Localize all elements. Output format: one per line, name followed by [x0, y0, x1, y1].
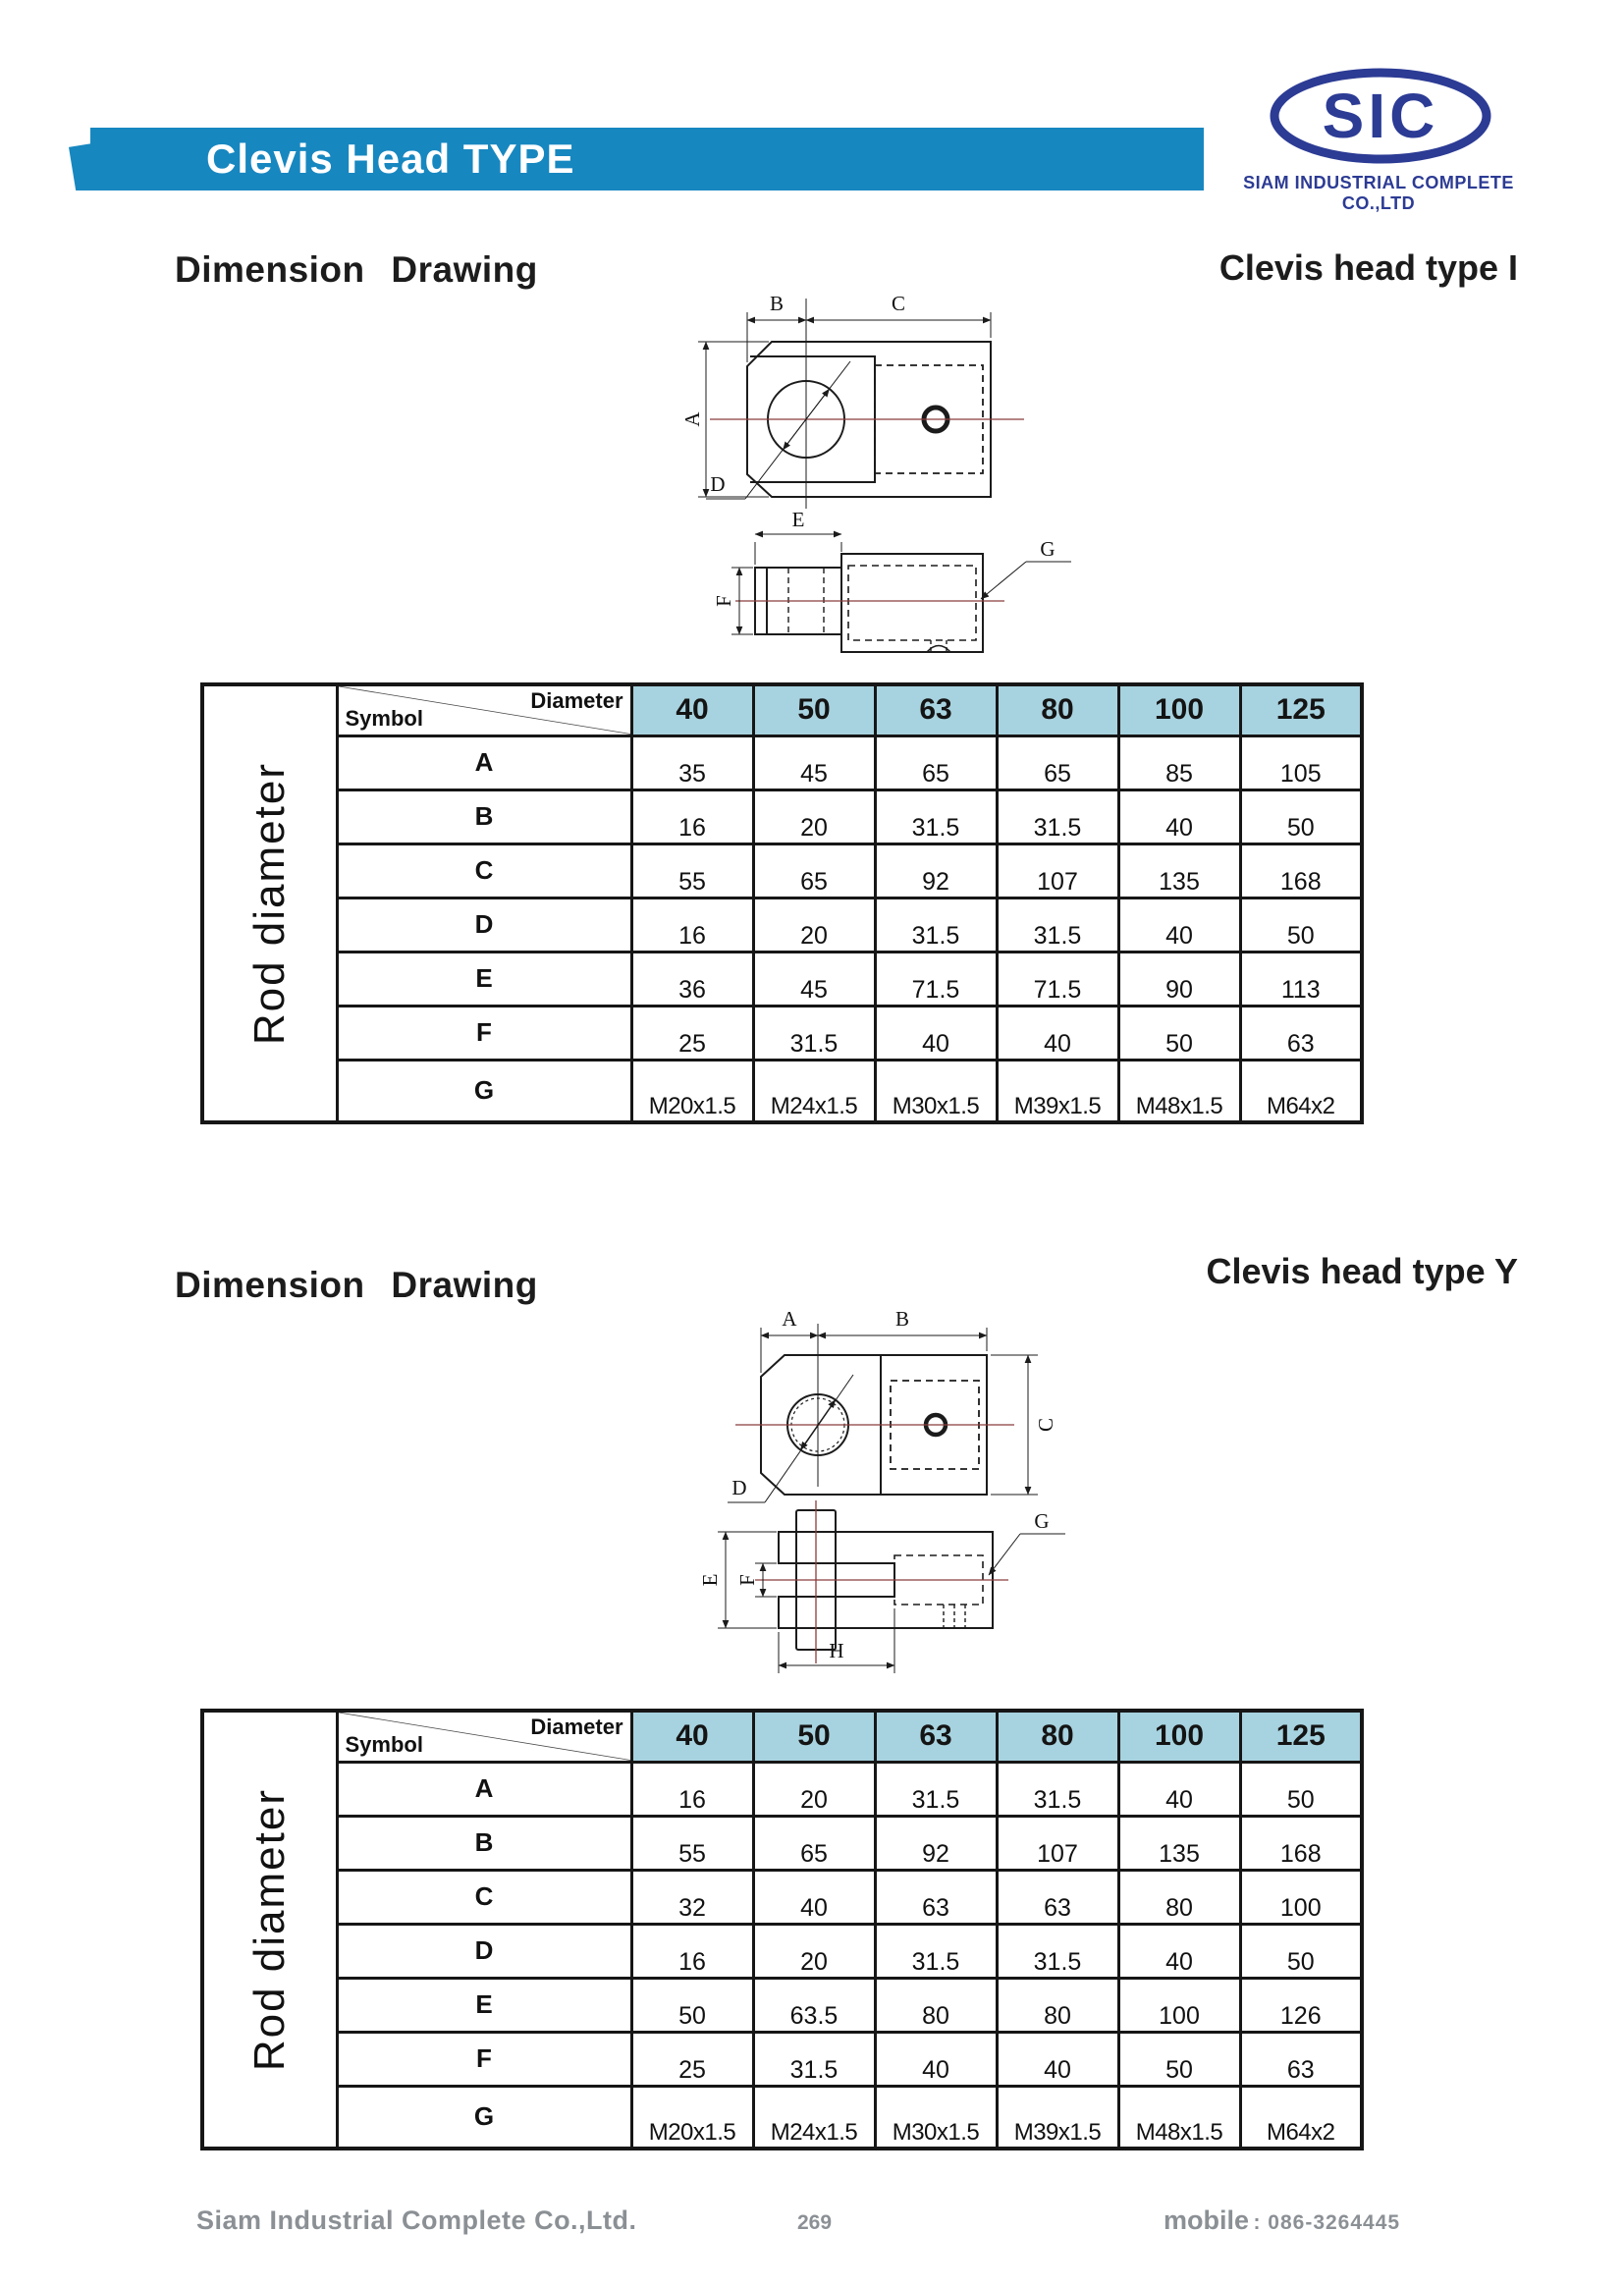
value-cell: 40 [1118, 1924, 1240, 1978]
diameter-column-header: 100 [1118, 684, 1240, 735]
dimension-table-type-y [200, 1709, 1364, 2150]
value-cell: 32 [631, 1870, 753, 1924]
symbol-cell: B [337, 1816, 631, 1870]
dim-label-a: A [680, 411, 704, 427]
value-cell: 63 [1240, 1006, 1362, 1060]
dim-label-a: A [782, 1307, 797, 1331]
value-cell: 31.5 [875, 1924, 997, 1978]
value-cell: 50 [1240, 1924, 1362, 1978]
footer-mobile-label: mobile [1164, 2205, 1250, 2235]
value-cell: M39x1.5 [997, 2086, 1118, 2149]
value-cell: 20 [753, 789, 875, 844]
diameter-column-header: 63 [875, 684, 997, 735]
table-row [202, 1762, 1362, 1816]
value-cell: 16 [631, 789, 753, 844]
value-cell: 50 [1118, 2032, 1240, 2086]
value-cell: 36 [631, 952, 753, 1006]
value-cell: 20 [753, 1762, 875, 1816]
value-cell: 92 [875, 844, 997, 898]
value-cell: 40 [1118, 1762, 1240, 1816]
value-cell: 92 [875, 1816, 997, 1870]
value-cell: 80 [997, 1978, 1118, 2032]
value-cell: 50 [1240, 789, 1362, 844]
diameter-column-header: 125 [1240, 684, 1362, 735]
dim-label-f: F [735, 1574, 759, 1586]
diameter-column-header: 40 [631, 1711, 753, 1762]
symbol-cell: D [337, 1924, 631, 1978]
symbol-cell: C [337, 1870, 631, 1924]
value-cell: M64x2 [1240, 1060, 1362, 1122]
value-cell: M39x1.5 [997, 1060, 1118, 1122]
value-cell: 100 [1118, 1978, 1240, 2032]
diameter-column-header: 80 [997, 684, 1118, 735]
table-row [202, 2086, 1362, 2149]
table-row [202, 898, 1362, 952]
row-header-rod-diameter [202, 1711, 337, 2149]
symbol-cell: E [337, 1978, 631, 2032]
value-cell: 40 [997, 1006, 1118, 1060]
dimension-table-type-i [200, 682, 1364, 1124]
diameter-column-header: 50 [753, 684, 875, 735]
side-view-block [841, 554, 983, 652]
dimension-drawing-type-i [653, 271, 1124, 664]
value-cell: 45 [753, 952, 875, 1006]
table-row [202, 789, 1362, 844]
value-cell: 107 [997, 844, 1118, 898]
value-cell: 113 [1240, 952, 1362, 1006]
value-cell: 63 [1240, 2032, 1362, 2086]
value-cell: 55 [631, 844, 753, 898]
value-cell: M48x1.5 [1118, 1060, 1240, 1122]
diameter-column-header: 63 [875, 1711, 997, 1762]
dim-label-e: E [791, 508, 805, 531]
value-cell: 55 [631, 1816, 753, 1870]
symbol-cell: E [337, 952, 631, 1006]
value-cell: 16 [631, 1924, 753, 1978]
table-row [202, 1870, 1362, 1924]
diameter-column-header: 125 [1240, 1711, 1362, 1762]
row-header-rod-diameter [202, 684, 337, 1122]
value-cell: 16 [631, 1762, 753, 1816]
value-cell: 45 [753, 735, 875, 789]
banner-ribbon-tail [69, 143, 92, 190]
value-cell: M30x1.5 [875, 2086, 997, 2149]
table-row [202, 844, 1362, 898]
table-row [202, 735, 1362, 789]
value-cell: 135 [1118, 1816, 1240, 1870]
diameter-column-header: 100 [1118, 1711, 1240, 1762]
value-cell: 20 [753, 898, 875, 952]
symbol-cell: B [337, 789, 631, 844]
dim-label-b: B [769, 292, 785, 315]
value-cell: 80 [1118, 1870, 1240, 1924]
value-cell: 80 [875, 1978, 997, 2032]
value-cell: 31.5 [997, 789, 1118, 844]
corner-cell [337, 684, 631, 735]
rod-diameter-label: Rod diameter [244, 761, 294, 1046]
value-cell: 16 [631, 898, 753, 952]
value-cell: 63.5 [753, 1978, 875, 2032]
value-cell: 31.5 [875, 1762, 997, 1816]
page-title: Clevis Head TYPE [206, 136, 575, 182]
symbol-cell: C [337, 844, 631, 898]
value-cell: M48x1.5 [1118, 2086, 1240, 2149]
section1-type-label: Clevis head type I [1218, 247, 1518, 288]
value-cell: M64x2 [1240, 2086, 1362, 2149]
footer-page-number: 269 [797, 2211, 833, 2234]
value-cell: 50 [1118, 1006, 1240, 1060]
dimension-table [200, 1709, 1364, 2150]
value-cell: 31.5 [875, 898, 997, 952]
value-cell: 63 [875, 1870, 997, 1924]
table-row [202, 1924, 1362, 1978]
page-banner [90, 128, 1204, 190]
symbol-cell: A [337, 1762, 631, 1816]
value-cell: M24x1.5 [753, 2086, 875, 2149]
value-cell: M20x1.5 [631, 1060, 753, 1122]
diameter-column-header: 50 [753, 1711, 875, 1762]
dim-label-d: D [731, 1476, 747, 1499]
dim-label-g: G [1034, 1509, 1050, 1533]
value-cell: 100 [1240, 1870, 1362, 1924]
value-cell: 40 [1118, 789, 1240, 844]
value-cell: 31.5 [997, 1762, 1118, 1816]
symbol-cell: A [337, 735, 631, 789]
rod-diameter-label: Rod diameter [244, 1787, 294, 2072]
value-cell: 168 [1240, 844, 1362, 898]
table-row [202, 1816, 1362, 1870]
value-cell: 31.5 [997, 898, 1118, 952]
footer-company: Siam Industrial Complete Co.,Ltd. [196, 2205, 637, 2235]
corner-label-symbol: Symbol [345, 1731, 423, 1757]
value-cell: 40 [875, 2032, 997, 2086]
dim-label-d: D [710, 472, 726, 496]
value-cell: 107 [997, 1816, 1118, 1870]
value-cell: 50 [1240, 1762, 1362, 1816]
footer-mobile [1164, 2205, 1400, 2236]
symbol-cell: F [337, 2032, 631, 2086]
dim-label-f: F [712, 595, 735, 607]
table-row [202, 1060, 1362, 1122]
section2-type-label: Clevis head type Y [1206, 1251, 1518, 1291]
table-row [202, 2032, 1362, 2086]
diameter-column-header: 40 [631, 684, 753, 735]
symbol-cell: G [337, 2086, 631, 2149]
value-cell: 31.5 [997, 1924, 1118, 1978]
corner-label-diameter: Diameter [530, 1714, 623, 1739]
value-cell: M20x1.5 [631, 2086, 753, 2149]
corner-label-symbol: Symbol [345, 705, 423, 731]
value-cell: 35 [631, 735, 753, 789]
value-cell: 65 [997, 735, 1118, 789]
table-row [202, 1006, 1362, 1060]
footer-mobile-number: : 086-3264445 [1253, 2211, 1401, 2234]
value-cell: 50 [631, 1978, 753, 2032]
value-cell: 25 [631, 2032, 753, 2086]
value-cell: 25 [631, 1006, 753, 1060]
value-cell: 20 [753, 1924, 875, 1978]
corner-cell [337, 1711, 631, 1762]
value-cell: 50 [1240, 898, 1362, 952]
dim-label-g: G [1040, 537, 1056, 561]
value-cell: 65 [753, 844, 875, 898]
section2-heading: Dimension Drawing [175, 1265, 538, 1305]
value-cell: 40 [1118, 898, 1240, 952]
dim-label-b: B [894, 1307, 910, 1331]
value-cell: M30x1.5 [875, 1060, 997, 1122]
symbol-cell: D [337, 898, 631, 952]
value-cell: 40 [875, 1006, 997, 1060]
value-cell: 31.5 [875, 789, 997, 844]
symbol-cell: G [337, 1060, 631, 1122]
logo-company-name: SIAM INDUSTRIAL COMPLETE CO.,LTD [1243, 173, 1514, 213]
value-cell: 63 [997, 1870, 1118, 1924]
value-cell: 31.5 [753, 1006, 875, 1060]
table-row [202, 1978, 1362, 2032]
value-cell: 135 [1118, 844, 1240, 898]
value-cell: 85 [1118, 735, 1240, 789]
value-cell: 90 [1118, 952, 1240, 1006]
value-cell: 126 [1240, 1978, 1362, 2032]
symbol-cell: F [337, 1006, 631, 1060]
dim-label-e: E [698, 1573, 722, 1587]
dim-label-h: H [829, 1639, 844, 1662]
section1-heading: Dimension Drawing [175, 249, 538, 290]
dimension-table [200, 682, 1364, 1124]
table-row [202, 952, 1362, 1006]
corner-label-diameter: Diameter [530, 688, 623, 713]
value-cell: M24x1.5 [753, 1060, 875, 1122]
value-cell: 65 [875, 735, 997, 789]
value-cell: 168 [1240, 1816, 1362, 1870]
dim-label-c: C [891, 292, 906, 315]
value-cell: 31.5 [753, 2032, 875, 2086]
value-cell: 71.5 [997, 952, 1118, 1006]
value-cell: 71.5 [875, 952, 997, 1006]
value-cell: 40 [997, 2032, 1118, 2086]
value-cell: 65 [753, 1816, 875, 1870]
logo-acronym: SIC [1322, 81, 1439, 151]
diameter-column-header: 80 [997, 1711, 1118, 1762]
value-cell: 40 [753, 1870, 875, 1924]
dimension-drawing-type-y [653, 1298, 1114, 1683]
dim-label-c: C [1034, 1417, 1057, 1433]
value-cell: 105 [1240, 735, 1362, 789]
